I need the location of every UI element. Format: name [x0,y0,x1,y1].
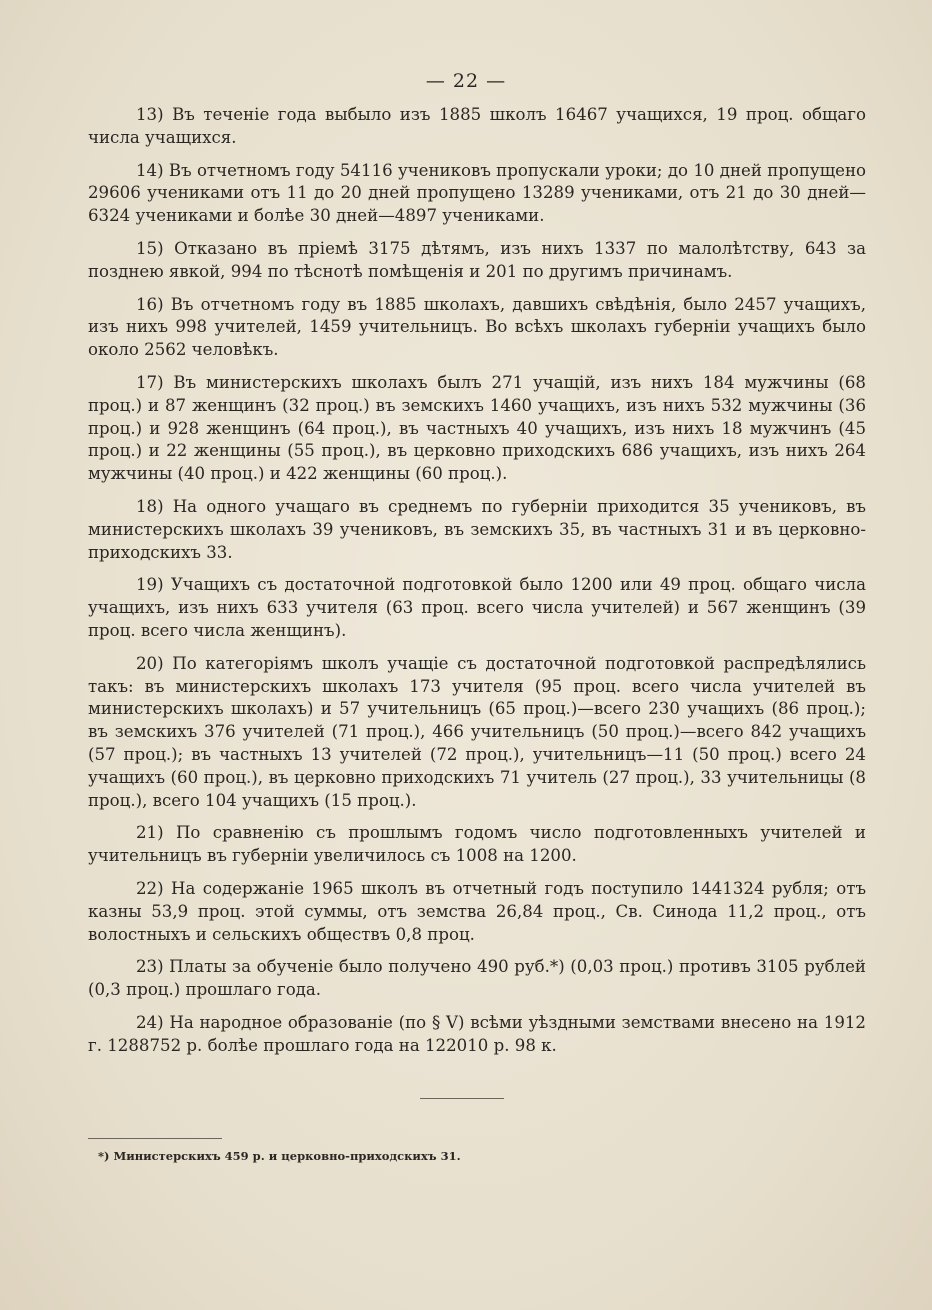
paragraph-13: 13) Въ теченіе года выбыло изъ 1885 школъ 16467 учащихся, 19 проц. общаго числа учащихся. [88,105,866,147]
paragraph-24: 24) На народное образованіе (по § V) всѣми уѣздными земствами внесено на 1912 г. 1288752 р. болѣе прошлаго года на 122010 р. 98 к. [88,1012,866,1055]
footnote: *) Министерскихъ 459 р. и церковно-приходскихъ 31. [98,1149,461,1163]
paragraph-17: 17) Въ министерскихъ школахъ былъ 271 учащій, изъ нихъ 184 мужчины (68 проц.) и 87 женщинъ (32 проц.) въ земскихъ 1460 учащихъ, изъ нихъ 532 мужчины (36 проц.) и 928 женщинъ (64 проц.), въ частныхъ 40 учащихъ, изъ нихъ 18 мужчинъ (45 проц.) и 22 женщины (55 проц.), въ церковно приходскихъ 686 учащихъ, изъ нихъ 264 мужчины (40 проц.) и 422 женщины (60 проц.). [88,372,866,484]
paragraph-21: 21) По сравненію съ прошлымъ годомъ число подготовленныхъ учителей и учительницъ въ губерніи увеличилось съ 1008 на 1200. [88,823,866,866]
paragraph-20: 20) По категоріямъ школъ учащіе съ достаточной подготовкой распредѣлялись такъ: въ министерскихъ школахъ 173 учителя (95 проц. всего числа учителей въ министерскихъ школахъ) и 57 учительницъ (65 проц.)—всего 230 учащихъ (86 проц.); въ земскихъ 376 учителей (71 проц.), 466 учительницъ (50 проц.)—всего 842 учащихъ (57 проц.); въ частныхъ 13 учителей (72 проц.), учительницъ—11 (50 проц.) всего 24 учащихъ (60 проц.), въ церковно приходскихъ 71 учитель (27 проц.), 33 учительницы (8 проц.), всего 104 учащихъ (15 проц.). [88,653,866,810]
paragraph-22: 22) На содержаніе 1965 школъ въ отчетный годъ поступило 1441324 рубля; отъ казны 53,9 проц. этой суммы, отъ земства 26,84 проц., Св. Синода 11,2 проц., отъ волостныхъ и сельскихъ обществъ 0,8 проц. [88,878,866,944]
paragraph-14: 14) Въ отчетномъ году 54116 учениковъ пропускали уроки; до 10 дней пропущено 29606 учениками отъ 11 до 20 дней пропущено 13289 учениками, отъ 21 до 30 дней—6324 учениками и болѣе 30 дней—4897 учениками. [88,160,866,226]
paragraph-15: 15) Отказано въ пріемѣ 3175 дѣтямъ, изъ нихъ 1337 по малолѣтству, 643 за позднею явкой, 994 по тѣснотѣ помѣщенія и 201 по другимъ причинамъ. [88,238,866,281]
paragraph-23: 23) Платы за обученіе было получено 490 руб.*) (0,03 проц.) противъ 3105 рублей (0,3 проц.) прошлаго года. [88,957,866,1000]
paragraph-16: 16) Въ отчетномъ году въ 1885 школахъ, давшихъ свѣдѣнія, было 2457 учащихъ, изъ нихъ 998 учителей, 1459 учительницъ. Во всѣхъ школахъ губерніи учащихъ было около 2562 человѣкъ. [88,294,866,360]
page-number: — 22 — [425,70,507,92]
paragraph-19: 19) Учащихъ съ достаточной подготовкой было 1200 или 49 проц. общаго числа учащихъ, изъ нихъ 633 учителя (63 проц. всего числа учителей) и 567 женщинъ (39 проц. всего числа женщинъ). [88,575,866,640]
document-body [88,104,866,1067]
section-separator [420,1098,504,1099]
paragraph-18: 18) На одного учащаго въ среднемъ по губерніи приходится 35 учениковъ, въ министерскихъ школахъ 39 учениковъ, въ земскихъ 35, въ частныхъ 31 и въ церковно-приходскихъ 33. [88,496,866,562]
footnote-rule [88,1138,222,1139]
